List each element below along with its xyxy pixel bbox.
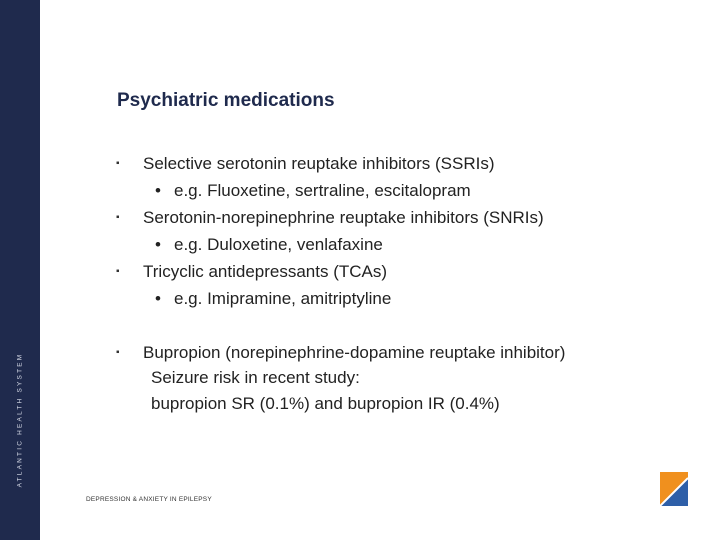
sub-list-item: e.g. Duloxetine, venlafaxine bbox=[174, 235, 383, 254]
atlantic-health-logo-icon bbox=[660, 472, 688, 506]
bupropion-item: Bupropion (norepinephrine-dopamine reuptake inhibitor) bbox=[143, 343, 566, 362]
slide-title: Psychiatric medications bbox=[117, 90, 335, 111]
bupropion-note-line: Seizure risk in recent study: bbox=[151, 368, 360, 387]
bullet-glyph: ▪ bbox=[116, 266, 120, 277]
bullet-glyph: ▪ bbox=[116, 347, 120, 358]
footer-text: DEPRESSION & ANXIETY IN EPILEPSY bbox=[86, 496, 212, 503]
bullet-glyph: ▪ bbox=[116, 158, 120, 169]
bullet-glyph: ▪ bbox=[116, 212, 120, 223]
list-item: Tricyclic antidepressants (TCAs) bbox=[143, 262, 388, 281]
sub-list-item: e.g. Imipramine, amitriptyline bbox=[174, 289, 392, 308]
list-item: Selective serotonin reuptake inhibitors (SSRIs) bbox=[143, 154, 495, 173]
sub-list-item: e.g. Fluoxetine, sertraline, escitalopram bbox=[174, 181, 471, 200]
sidebar bbox=[0, 0, 40, 540]
list-item: Serotonin-norepinephrine reuptake inhibitors (SNRIs) bbox=[143, 208, 544, 227]
sub-bullet-glyph: • bbox=[155, 181, 161, 200]
sub-bullet-glyph: • bbox=[155, 289, 161, 308]
bupropion-risk-line: bupropion SR (0.1%) and bupropion IR (0.4%) bbox=[151, 394, 500, 413]
sub-bullet-glyph: • bbox=[155, 235, 161, 254]
sidebar-brand-text: ATLANTIC HEALTH SYSTEM bbox=[16, 352, 24, 488]
